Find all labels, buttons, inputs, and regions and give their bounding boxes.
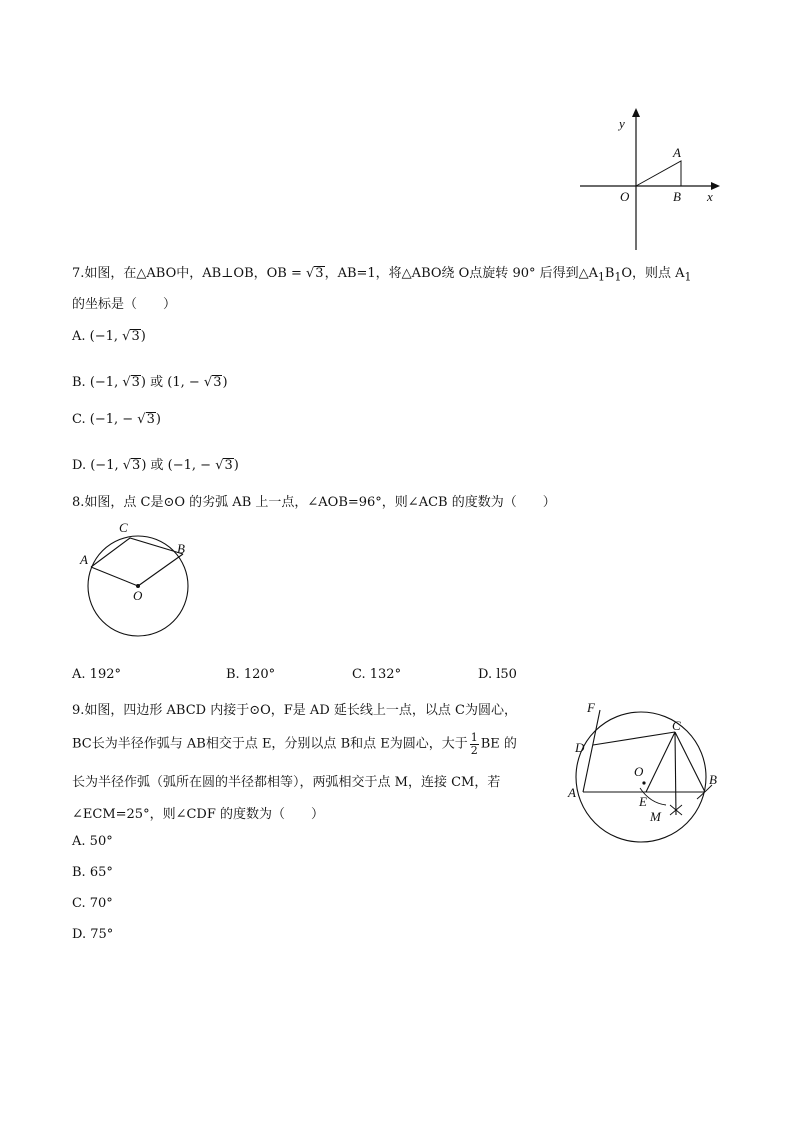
q8-chord-acb bbox=[91, 538, 183, 567]
q9-option-d: D. 75° bbox=[72, 927, 114, 942]
q8-radius-ob bbox=[138, 554, 183, 586]
q9-stem-line3: 长为半径作弧（弧所在圆的半径都相等），两弧相交于点 M，连接 CM，若 bbox=[72, 775, 501, 790]
q9-line-af bbox=[583, 710, 600, 792]
y-axis-arrow bbox=[632, 108, 640, 117]
q8-stem-text: 如图，点 C是⊙O 的劣弧 AB 上一点，∠AOB=96°，则∠ACB 的度数为（ ） bbox=[84, 495, 556, 510]
label-x: x bbox=[707, 189, 713, 204]
q7-option-b: B. (−1, √3) 或 (1, − √3) bbox=[72, 375, 228, 390]
q9-center-dot bbox=[642, 781, 645, 784]
label-o: O bbox=[620, 189, 630, 204]
q9-label-d: D bbox=[575, 740, 585, 755]
q9-line-dc bbox=[593, 732, 675, 745]
q9-option-c: C. 70° bbox=[72, 896, 113, 911]
q9-line-cb bbox=[675, 732, 705, 792]
label-b: B bbox=[673, 189, 681, 204]
q8-option-c: C. 132° bbox=[352, 667, 402, 682]
q7-stem-b: ，AB=1，将△ABO绕 O点旋转 90° 后得到△A bbox=[324, 266, 599, 281]
q9-label-b: B bbox=[709, 772, 717, 787]
q7-sub-a1b: 1 bbox=[684, 270, 692, 284]
q9-label-c: C bbox=[672, 718, 681, 733]
q9-number: 9. bbox=[72, 703, 85, 718]
q8-option-a: A. 192° bbox=[72, 667, 121, 682]
q9-stem-line2: BC长为半径作弧与 AB相交于点 E，分别以点 B和点 E为圆心，大于 $\frac{1}{2}$ BE 的 bbox=[72, 731, 517, 757]
q9-label-m: M bbox=[650, 809, 661, 824]
q7-number: 7. bbox=[72, 266, 85, 281]
q9-stem-line4: ∠ECM=25°，则∠CDF 的度数为（ ） bbox=[72, 807, 324, 822]
q7-sqrt: 3 bbox=[315, 266, 324, 281]
q9-line-ce bbox=[646, 732, 675, 792]
q8-option-b: B. 120° bbox=[226, 667, 276, 682]
coordinate-figure bbox=[575, 105, 725, 255]
q7-stem-a: 如图，在△ABO中，AB⊥OB，OB = bbox=[84, 266, 306, 281]
q9-figure bbox=[562, 695, 732, 855]
q8-label-b: B bbox=[177, 541, 185, 556]
q9-label-a: A bbox=[568, 785, 576, 800]
q8-label-o: O bbox=[133, 588, 143, 603]
q8-option-d: D. l50 bbox=[478, 667, 517, 682]
q8-stem bbox=[72, 491, 556, 510]
q7-stem-line2: 的坐标是（ ） bbox=[72, 297, 177, 312]
q8-circle-figure bbox=[72, 518, 202, 643]
q8-number: 8. bbox=[72, 495, 85, 510]
q9-fraction: $\frac{1}{2}$ bbox=[470, 731, 478, 757]
q8-radius-oa bbox=[91, 567, 138, 586]
q7-stem-d: O，则点 A bbox=[621, 266, 685, 281]
q7-option-d: D. (−1, √3) 或 (−1, − √3) bbox=[72, 458, 239, 473]
q9-label-f: F bbox=[587, 700, 595, 715]
q9-stem-line1: 9.如图，四边形 ABCD 内接于⊙O，F是 AD 延长线上一点，以点 C为圆心， bbox=[72, 703, 517, 718]
q8-label-c: C bbox=[119, 520, 128, 535]
q9-option-a: A. 50° bbox=[72, 834, 113, 849]
q7-stem-c: B bbox=[604, 266, 615, 281]
q7-option-c: C. (−1, − √3) bbox=[72, 412, 161, 427]
label-a: A bbox=[673, 145, 681, 160]
q9-label-o: O bbox=[634, 764, 644, 779]
q9-option-b: B. 65° bbox=[72, 865, 113, 880]
label-y: y bbox=[619, 116, 625, 131]
q7-sub-a1: 1 bbox=[598, 270, 605, 284]
q9-line-cm bbox=[675, 732, 676, 815]
q7-stem-line1: 7.如图，在△ABO中，AB⊥OB，OB = √3，AB=1，将△ABO绕 O点旋转 90° 后得到$\triangle A_1B_1O$，则点 $A_1$ bbox=[72, 266, 692, 284]
q7-option-a: A. (−1, √3) bbox=[72, 329, 146, 344]
triangle-abo bbox=[636, 161, 681, 186]
q9-label-e: E bbox=[639, 794, 647, 809]
q7-sub-b1: 1 bbox=[614, 270, 622, 284]
q8-label-a: A bbox=[80, 552, 88, 567]
